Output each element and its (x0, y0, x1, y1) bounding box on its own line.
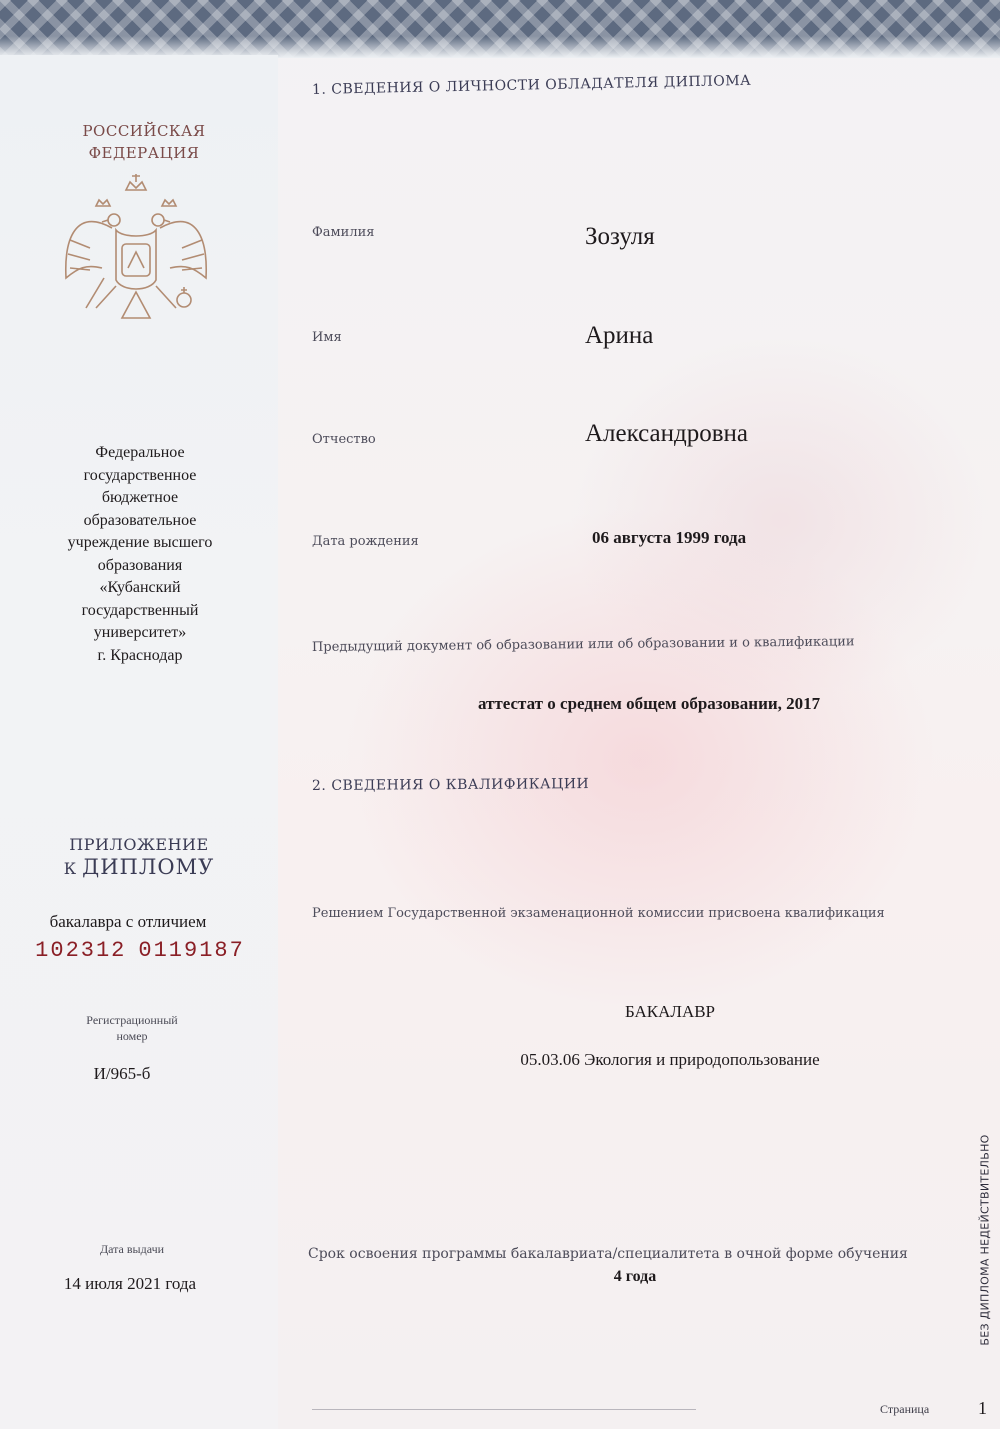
serial-number (20, 938, 260, 963)
registration-label (70, 1012, 194, 1044)
birth-date-label: Дата рождения (312, 534, 419, 549)
page-label: Страница (880, 1402, 930, 1416)
patronymic-label: Отчество (312, 432, 376, 447)
issuer-line: учреждение высшего (67, 534, 213, 551)
issuer-line: государственный (81, 601, 199, 619)
appendix-title (44, 834, 234, 880)
country-line-1: РОССИЙСКАЯ (82, 122, 206, 140)
registration-label-line-1: Регистрационный (86, 1013, 178, 1027)
issuer-line: образования (97, 556, 183, 574)
name-value: Арина (585, 322, 654, 349)
issuer-block (42, 442, 238, 667)
issuer-line: университет» (93, 624, 187, 641)
previous-document-label: Предыдущий документ об образовании или об образовании и о квалификации (311, 634, 855, 655)
section-1-title: 1. СВЕДЕНИЯ О ЛИЧНОСТИ ОБЛАДАТЕЛЯ ДИПЛОМА (311, 72, 752, 98)
study-term-value: 4 года (613, 1268, 657, 1285)
patronymic-value: Александровна (585, 420, 749, 447)
country-name (40, 120, 248, 164)
birth-date-value: 06 августа 1999 года (592, 528, 747, 547)
registration-number: И/965-б (93, 1064, 151, 1083)
page-number: 1 (978, 1398, 987, 1418)
validity-note: БЕЗ ДИПЛОМА НЕДЕЙСТВИТЕЛЬНО (978, 1134, 992, 1346)
decorative-top-border (0, 0, 1000, 58)
signature-line (312, 1409, 696, 1410)
appendix-title-line-1: ПРИЛОЖЕНИЕ (69, 835, 209, 854)
name-label: Имя (312, 330, 342, 345)
issuer-line: «Кубанский (99, 579, 181, 596)
appendix-title-prefix: К (63, 859, 77, 878)
qualification-decision-label: Решением Государственной экзаменационной комиссии присвоена квалификация (312, 906, 885, 921)
registration-label-line-2: номер (116, 1029, 148, 1043)
issuer-line: государственное (83, 466, 197, 484)
serial-number-part-2: 0119187 (138, 938, 245, 963)
issuer-line: образовательное (83, 511, 197, 529)
surname-value: Зозуля (585, 223, 655, 250)
issuer-line: г. Краснодар (97, 646, 183, 664)
coat-of-arms-icon (56, 168, 216, 340)
issue-date-label: Дата выдачи (99, 1242, 165, 1256)
serial-number-part-1: 102312 (35, 938, 127, 963)
previous-document-value: аттестат о среднем общем образовании, 2017 (478, 694, 821, 713)
degree-type: бакалавра с отличием (49, 912, 207, 931)
issuer-line: Федеральное (95, 444, 185, 461)
country-line-2: ФЕДЕРАЦИЯ (88, 144, 200, 162)
specialty-value: 05.03.06 Экология и природопользование (520, 1050, 820, 1069)
appendix-title-main: ДИПЛОМУ (82, 855, 215, 879)
qualification-value: БАКАЛАВР (624, 1002, 716, 1021)
study-term-label: Срок освоения программы бакалавриата/специалитета в очной форме обучения (308, 1246, 908, 1262)
issue-date: 14 июля 2021 года (63, 1274, 197, 1293)
section-2-title: 2. СВЕДЕНИЯ О КВАЛИФИКАЦИИ (311, 776, 590, 794)
issuer-line: бюджетное (101, 489, 179, 506)
surname-label: Фамилия (312, 225, 375, 240)
